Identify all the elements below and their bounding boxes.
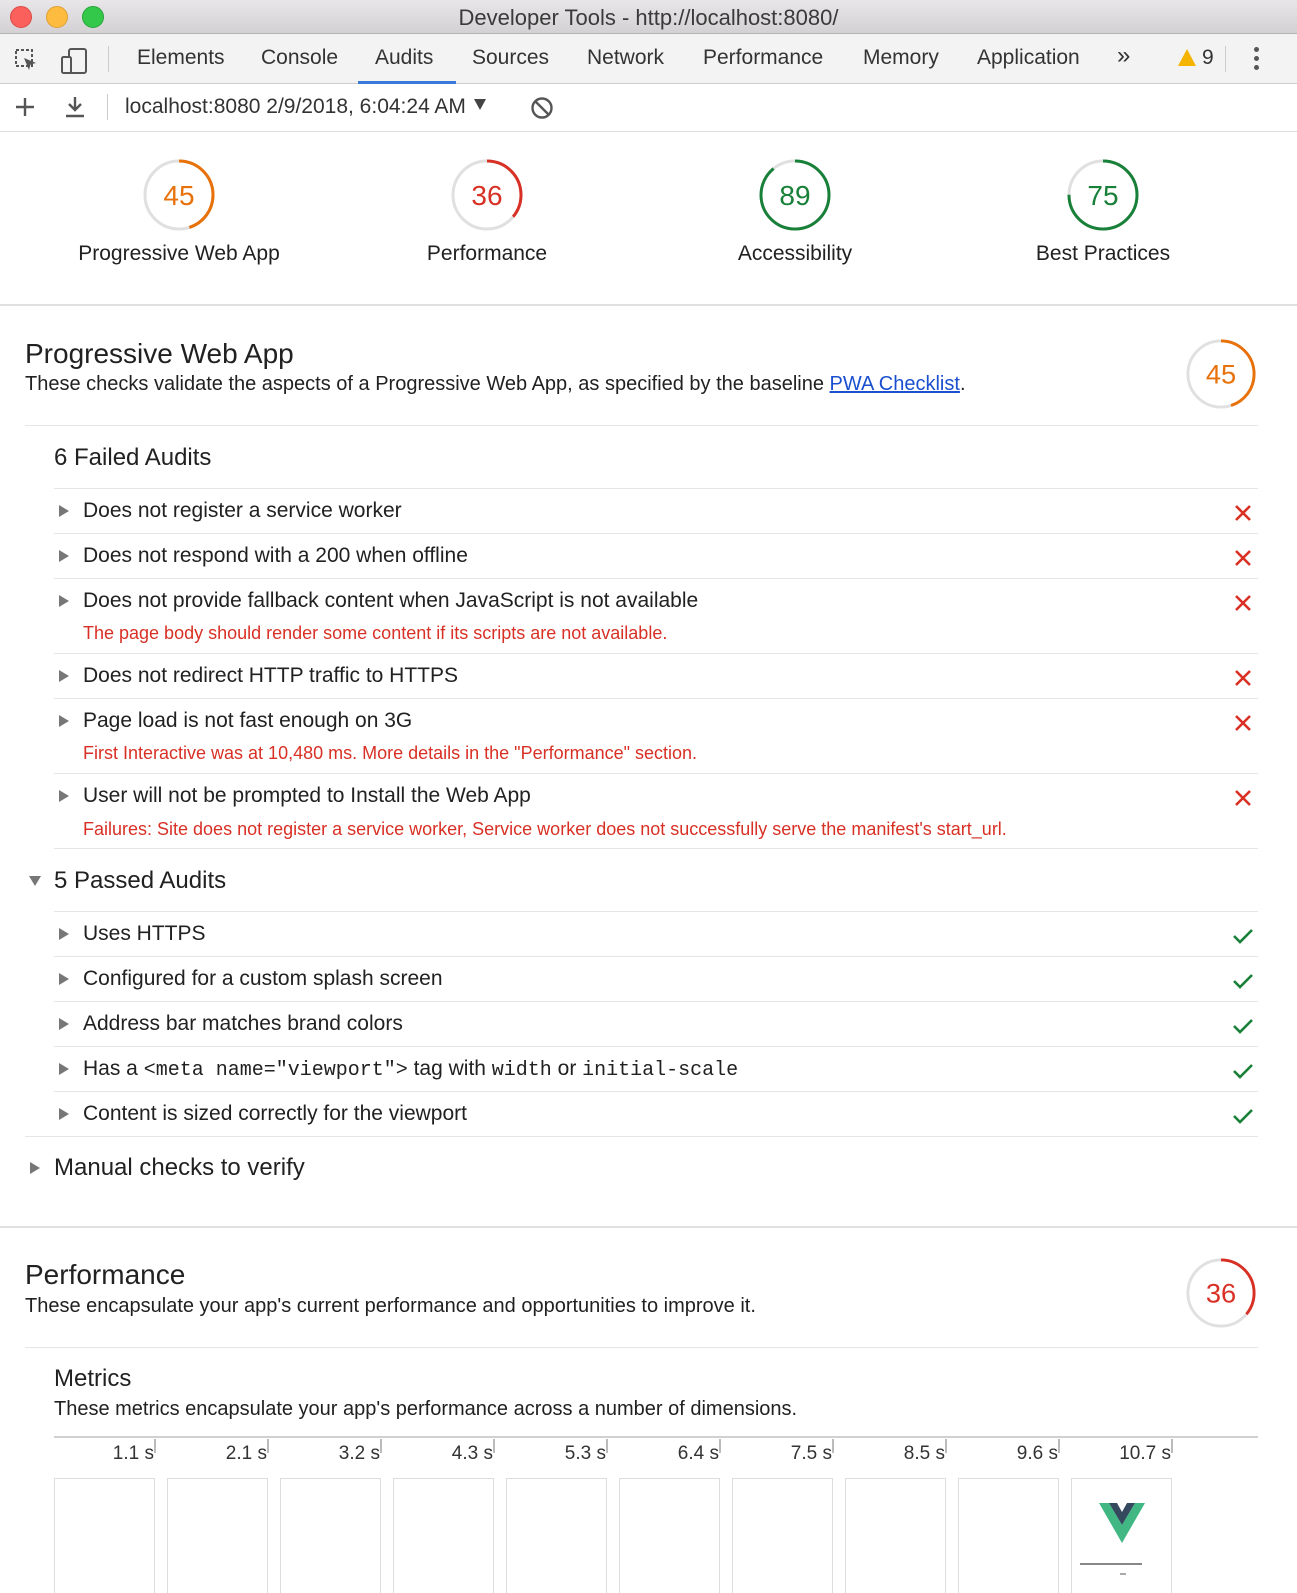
performance-section-gauge — [1185, 1257, 1257, 1334]
filmstrip-tick — [719, 1439, 721, 1453]
expand-arrow-icon[interactable] — [30, 1162, 40, 1174]
audit-title: Does not register a service worker — [83, 499, 402, 522]
gauge-score: 45 — [163, 180, 195, 211]
pass-check-icon — [1232, 1015, 1254, 1037]
divider — [54, 1001, 1258, 1002]
vue-logo-icon — [1072, 1479, 1171, 1593]
more-tabs-button[interactable]: » — [1117, 42, 1131, 69]
divider — [54, 773, 1258, 774]
inspect-element-icon[interactable] — [14, 48, 40, 79]
divider — [54, 956, 1258, 957]
expand-arrow-icon[interactable] — [59, 505, 69, 517]
audit-title: Content is sized correctly for the viewport — [83, 1102, 467, 1125]
filmstrip-frame — [619, 1478, 720, 1593]
gauge-ring — [1185, 338, 1257, 410]
report-selector[interactable] — [125, 95, 486, 119]
fail-x-icon — [1232, 667, 1254, 689]
filmstrip-time-label: 8.5 s — [903, 1443, 945, 1464]
filmstrip-time-label: 6.4 s — [677, 1443, 719, 1464]
filmstrip-frame — [1071, 1478, 1172, 1593]
gauge-score: 45 — [1205, 358, 1237, 390]
audit-failure-detail: Failures: Site does not register a service worker, Service worker does not successfully serve the manifest's start_url. — [83, 819, 1007, 839]
filmstrip-time-label: 5.3 s — [564, 1443, 606, 1464]
clear-all-icon[interactable] — [530, 96, 554, 125]
gauge-performance[interactable] — [362, 158, 612, 266]
filmstrip-tick — [606, 1439, 608, 1453]
expand-arrow-icon[interactable] — [59, 1018, 69, 1030]
audit-title: Has a <meta name="viewport"> tag with width or initial-scale — [83, 1057, 739, 1082]
fail-x-icon — [1232, 712, 1254, 734]
manual-checks-title[interactable]: Manual checks to verify — [54, 1154, 305, 1181]
filmstrip-time-label: 9.6 s — [1016, 1443, 1058, 1464]
tab-application[interactable]: Application — [977, 46, 1080, 69]
audit-title: Page load is not fast enough on 3G — [83, 709, 413, 732]
warning-icon — [1178, 49, 1196, 66]
audit-title: Does not provide fallback content when JavaScript is not available — [83, 589, 699, 612]
pwa-section-description: These checks validate the aspects of a Progressive Web App, as specified by the baseline PWA Checklist. — [25, 373, 966, 395]
fail-x-icon — [1232, 547, 1254, 569]
gauge-label: Progressive Web App — [78, 242, 280, 265]
divider — [54, 1091, 1258, 1092]
gauge-score: 75 — [1087, 180, 1119, 211]
pwa-checklist-link[interactable]: PWA Checklist — [829, 373, 960, 395]
more-options-icon[interactable] — [1254, 47, 1260, 73]
filmstrip-frame — [506, 1478, 607, 1593]
toolbar-divider — [107, 94, 108, 120]
gauge-ring — [1066, 158, 1140, 232]
pass-check-icon — [1232, 1060, 1254, 1082]
fail-x-icon — [1232, 787, 1254, 809]
download-report-icon[interactable] — [64, 95, 86, 124]
toolbar-divider — [108, 46, 109, 72]
divider — [54, 1046, 1258, 1047]
divider — [54, 488, 1258, 489]
new-audit-icon[interactable] — [14, 96, 36, 123]
expand-arrow-icon[interactable] — [59, 670, 69, 682]
expand-arrow-icon[interactable] — [59, 790, 69, 802]
filmstrip-frame — [958, 1478, 1059, 1593]
filmstrip-tick — [832, 1439, 834, 1453]
pwa-section-gauge — [1185, 338, 1257, 415]
audit-title: Configured for a custom splash screen — [83, 967, 443, 990]
filmstrip-time-label: 1.1 s — [112, 1443, 154, 1464]
devtools-tab-bar — [0, 34, 1297, 84]
filmstrip-tick — [1171, 1439, 1173, 1453]
gauge-accessibility[interactable] — [670, 158, 920, 266]
expand-arrow-icon[interactable] — [59, 715, 69, 727]
tab-elements[interactable]: Elements — [137, 46, 225, 69]
pwa-section-title: Progressive Web App — [25, 338, 294, 369]
filmstrip-frame — [393, 1478, 494, 1593]
filmstrip-frame — [167, 1478, 268, 1593]
filmstrip-frame — [732, 1478, 833, 1593]
expand-arrow-icon[interactable] — [59, 1108, 69, 1120]
audit-failure-detail: First Interactive was at 10,480 ms. More details in the "Performance" section. — [83, 743, 698, 763]
metrics-title: Metrics — [54, 1365, 132, 1392]
filmstrip-time-label: 4.3 s — [451, 1443, 493, 1464]
expand-arrow-icon[interactable] — [59, 928, 69, 940]
gauge-ring — [758, 158, 832, 232]
divider — [25, 1347, 1258, 1348]
pass-check-icon — [1232, 970, 1254, 992]
window-title-bar — [0, 0, 1297, 34]
filmstrip-time-label: 10.7 s — [1119, 1443, 1171, 1464]
expand-arrow-icon[interactable] — [59, 550, 69, 562]
expand-arrow-icon[interactable] — [59, 1063, 69, 1075]
section-divider — [0, 1226, 1297, 1228]
audit-title: Uses HTTPS — [83, 922, 206, 945]
fail-x-icon — [1232, 502, 1254, 524]
warnings-counter[interactable] — [1178, 46, 1214, 70]
fail-x-icon — [1232, 592, 1254, 614]
divider — [54, 533, 1258, 534]
score-summary — [0, 132, 1297, 306]
divider — [54, 848, 1258, 849]
filmstrip-time-label: 3.2 s — [338, 1443, 380, 1464]
audit-title: User will not be prompted to Install the Web App — [83, 784, 531, 807]
toolbar-divider — [1225, 46, 1226, 72]
tab-audits[interactable]: Audits — [375, 46, 434, 69]
pass-check-icon — [1232, 925, 1254, 947]
gauge-score: 36 — [471, 180, 503, 211]
gauge-label: Performance — [426, 242, 548, 265]
performance-section-title: Performance — [25, 1259, 186, 1290]
audit-failure-detail: The page body should render some content if its scripts are not available. — [83, 623, 668, 643]
divider — [25, 1136, 1258, 1137]
filmstrip-time-label: 7.5 s — [790, 1443, 832, 1464]
pass-check-icon — [1232, 1105, 1254, 1127]
failed-audits-title[interactable]: 6 Failed Audits — [54, 444, 212, 471]
filmstrip-time-label: 2.1 s — [225, 1443, 267, 1464]
filmstrip-tick — [380, 1439, 382, 1453]
filmstrip-axis — [54, 1436, 1258, 1438]
chevron-down-icon — [474, 99, 486, 110]
collapse-arrow-icon[interactable] — [29, 876, 41, 886]
filmstrip-tick — [1058, 1439, 1060, 1453]
filmstrip-frame — [54, 1478, 155, 1593]
divider — [54, 578, 1258, 579]
gauge-ring — [142, 158, 216, 232]
audit-title: Does not redirect HTTP traffic to HTTPS — [83, 664, 459, 687]
filmstrip-tick — [945, 1439, 947, 1453]
tab-network[interactable]: Network — [587, 46, 665, 69]
audit-title: Does not respond with a 200 when offline — [83, 544, 468, 567]
filmstrip-tick — [267, 1439, 269, 1453]
expand-arrow-icon[interactable] — [59, 595, 69, 607]
divider — [25, 425, 1258, 426]
window-title: Developer Tools - http://localhost:8080/ — [458, 5, 839, 30]
tab-performance[interactable]: Performance — [703, 46, 824, 69]
gauge-ring — [450, 158, 524, 232]
tab-console[interactable]: Console — [261, 46, 339, 69]
tab-memory[interactable]: Memory — [863, 46, 939, 69]
gauge-pwa[interactable] — [54, 158, 304, 266]
metrics-description: These metrics encapsulate your app's performance across a number of dimensions. — [54, 1398, 798, 1420]
gauge-score: 36 — [1205, 1277, 1237, 1309]
passed-audits-title[interactable]: 5 Passed Audits — [54, 867, 227, 894]
filmstrip-tick — [493, 1439, 495, 1453]
gauge-label: Accessibility — [737, 242, 853, 265]
filmstrip-frame — [280, 1478, 381, 1593]
gauge-ring — [1185, 1257, 1257, 1329]
warnings-count: 9 — [1202, 46, 1214, 69]
filmstrip-frame — [845, 1478, 946, 1593]
device-toolbar-icon[interactable] — [60, 48, 90, 79]
divider — [54, 698, 1258, 699]
gauge-label: Best Practices — [1035, 242, 1171, 265]
gauge-best-practices[interactable] — [978, 158, 1228, 266]
report-selector-label: localhost:8080 2/9/2018, 6:04:24 AM — [125, 95, 466, 118]
audit-title: Address bar matches brand colors — [83, 1012, 403, 1035]
audits-toolbar — [0, 84, 1297, 132]
filmstrip-tick — [154, 1439, 156, 1453]
divider — [54, 911, 1258, 912]
performance-section-description: These encapsulate your app's current performance and opportunities to improve it. — [25, 1295, 756, 1317]
tab-sources[interactable]: Sources — [472, 46, 550, 69]
expand-arrow-icon[interactable] — [59, 973, 69, 985]
gauge-score: 89 — [779, 180, 811, 211]
divider — [54, 653, 1258, 654]
